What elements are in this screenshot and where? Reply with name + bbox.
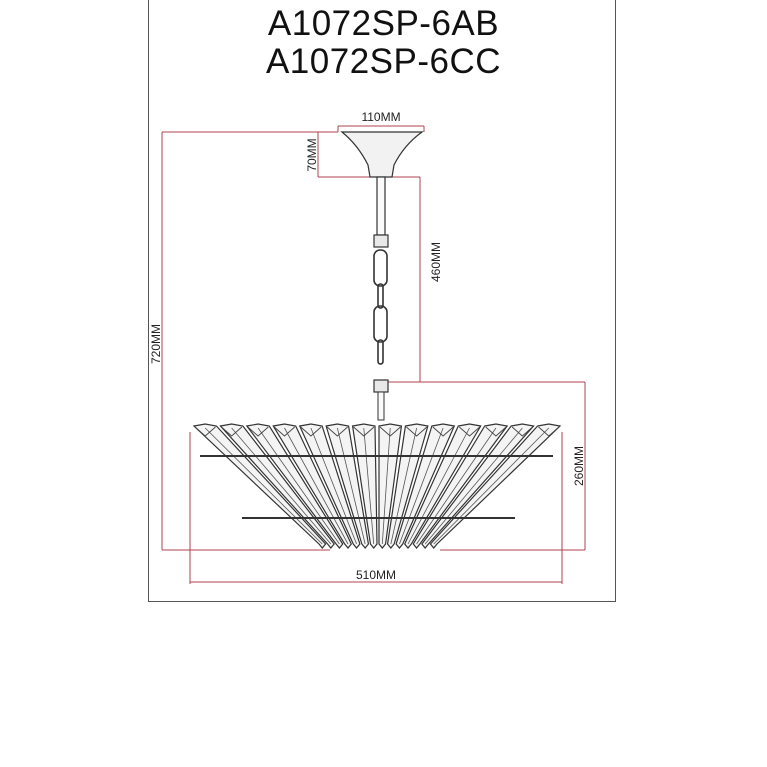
chain	[374, 250, 387, 364]
label-shade-height: 260MM	[572, 445, 586, 487]
label-chain-length: 460MM	[429, 241, 443, 283]
stem	[378, 392, 384, 420]
ceiling-canopy	[342, 132, 422, 177]
model-number-cc: A1072SP-6CC	[265, 42, 502, 81]
suspension-rod	[377, 177, 385, 235]
rod-connector	[374, 235, 388, 247]
label-canopy-height: 70MM	[305, 138, 319, 172]
model-number-ab: A1072SP-6AB	[267, 4, 500, 43]
label-canopy-width: 110MM	[361, 110, 401, 124]
chain-hook	[374, 380, 388, 392]
label-shade-width: 510MM	[355, 568, 397, 582]
crystal-shade	[194, 424, 560, 548]
label-total-height: 720MM	[149, 323, 163, 365]
